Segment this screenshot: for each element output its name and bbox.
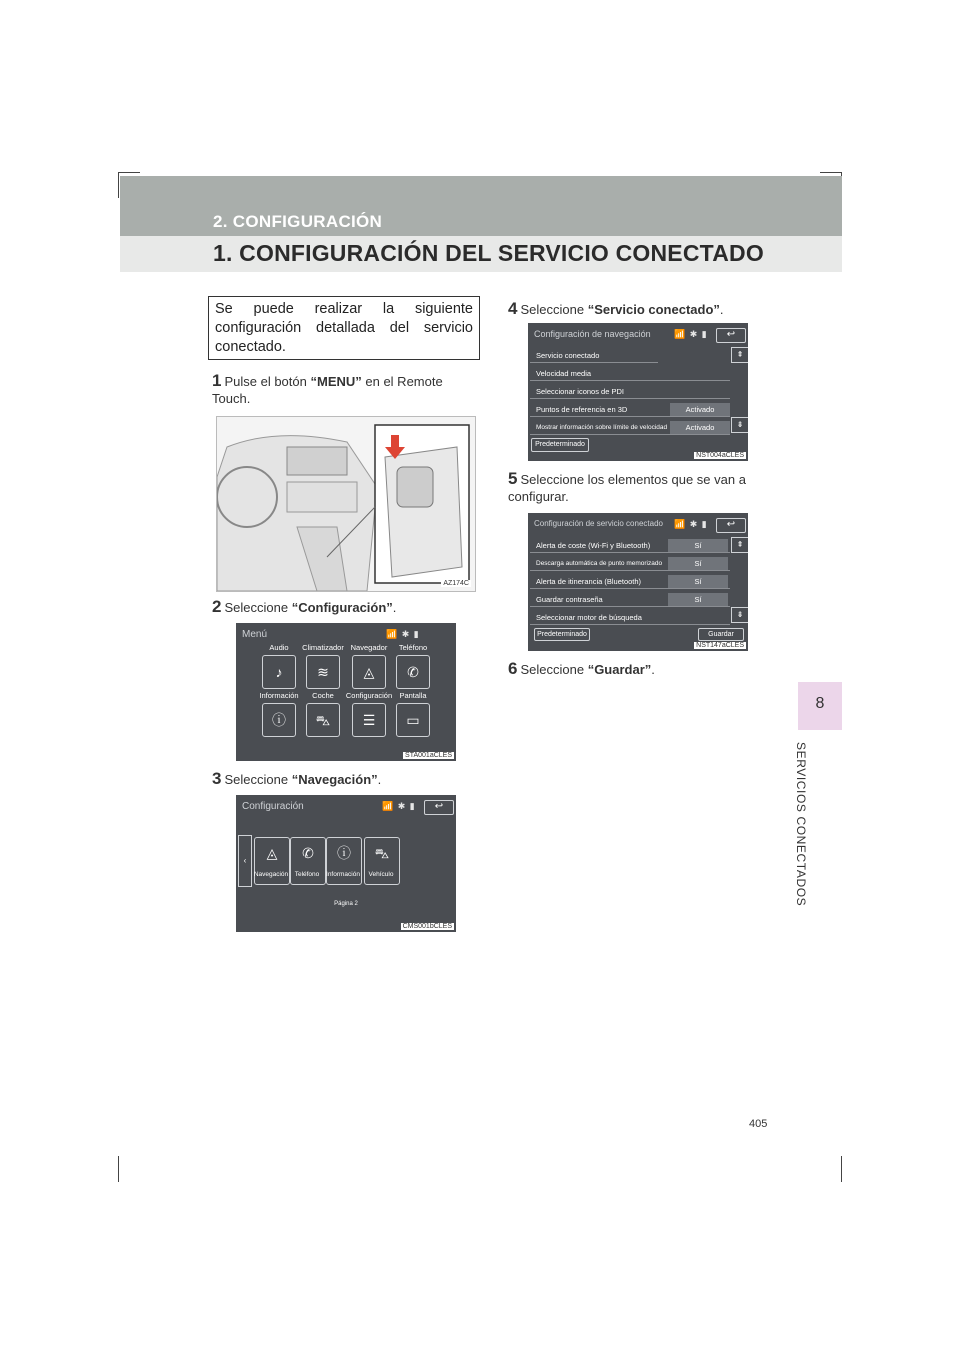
step-5: 5 Seleccione los elementos que se van a configurar. [508,469,746,504]
figure-code: NST004aCLES [696,452,744,459]
remote-touch-illustration [216,416,476,592]
scroll-up-button[interactable]: ⇞ [731,537,748,553]
chapter-tab: 8 [798,682,842,730]
info-icon[interactable]: ⓘ [326,837,362,885]
page-number: 405 [749,1118,768,1130]
navigation-icon[interactable]: ◬ [352,655,386,689]
intro-box: Se puede realizar la siguiente configuración detallada del servicio conectado. [208,296,480,360]
back-button[interactable]: ↩ [716,518,746,533]
config-screen: Configuración 📶 ✱ ▮ ↩ ‹ ◬ ✆ ⓘ ⛍ Navegación Teléfono Información Vehículo Página 2 CMS001bCLES [236,795,456,932]
car-icon[interactable]: ⛍ [306,703,340,737]
figure-code: AZ174C [443,580,469,587]
status-icons: 📶 ✱ ▮ [674,519,708,529]
prev-page-button[interactable]: ‹ [238,835,252,887]
dashboard-drawing [217,417,475,591]
default-button[interactable]: Predeterminado [531,438,589,452]
page-title: 1. CONFIGURACIÓN DEL SERVICIO CONECTADO [213,240,764,266]
navigation-settings-screen: Configuración de navegación 📶 ✱ ▮ ↩ Servicio conectado Velocidad media Seleccionar iconos de PDI Puntos de referencia en 3D Activado Mostrar información sobre límite de velocidad Activado ⇞ ⇟ Predeterminado NST004aCLES [528,323,748,461]
climate-icon[interactable]: ≋ [306,655,340,689]
figure-code: NST147aCLES [696,642,744,649]
back-button[interactable]: ↩ [716,328,746,343]
back-button[interactable]: ↩ [424,800,454,815]
crop-mark [118,172,119,198]
phone-icon[interactable]: ✆ [290,837,326,885]
step-1: 1 Pulse el botón “MENU” en el Remote Touch. [212,371,443,406]
screen-title: Configuración de servicio conectado [534,519,663,528]
step-2: 2 Seleccione “Configuración”. [212,597,397,616]
save-button[interactable]: Guardar [698,628,744,641]
connected-service-settings-screen: Configuración de servicio conectado 📶 ✱ ▮ ↩ Alerta de coste (Wi-Fi y Bluetooth) Sí Descarga automática de punto memorizado Sí Alerta de itinerancia (Bluetooth) Sí Guardar contraseña Sí Seleccionar motor de búsqueda ⇞ ⇟ Predeterminado Guardar NST147aCLES [528,513,748,651]
scroll-up-button[interactable]: ⇞ [731,347,748,363]
scroll-down-button[interactable]: ⇟ [731,417,748,433]
page-indicator: Página 2 [334,901,358,907]
scroll-down-button[interactable]: ⇟ [731,607,748,623]
section-title: 2. CONFIGURACIÓN [213,212,383,231]
crop-mark [841,1156,842,1182]
phone-icon[interactable]: ✆ [396,655,430,689]
status-icons: 📶 ✱ ▮ [674,329,708,339]
screen-title: Menú [242,629,268,640]
step-3: 3 Seleccione “Navegación”. [212,769,382,788]
default-button[interactable]: Predeterminado [534,628,590,641]
navigation-icon[interactable]: ◬ [254,837,290,885]
chapter-label: SERVICIOS CONECTADOS [794,742,808,907]
status-icons: 📶 ✱ ▮ [382,801,416,811]
crop-mark [118,1156,119,1182]
vehicle-icon[interactable]: ⛍ [364,837,400,885]
chapter-header [120,176,842,272]
display-icon[interactable]: ▭ [396,703,430,737]
settings-icon[interactable]: ☰ [352,703,386,737]
info-icon[interactable]: ⓘ [262,703,296,737]
menu-screen: Menú 📶 ✱ ▮ Audio Climatizador Navegador Teléfono ♪ ≋ ◬ ✆ Información Coche Configuración Pantalla ⓘ ⛍ ☰ ▭ STA001aCLES [236,623,456,761]
figure-code: STA001aCLES [405,752,452,759]
screen-title: Configuración de navegación [534,329,651,339]
crop-mark [118,172,140,173]
step-4: 4 Seleccione “Servicio conectado”. [508,299,724,318]
screen-title: Configuración [242,801,304,812]
crop-mark [820,172,842,173]
step-6: 6 Seleccione “Guardar”. [508,659,655,678]
audio-icon[interactable]: ♪ [262,655,296,689]
figure-code: CMS001bCLES [402,923,452,930]
status-icons: 📶 ✱ ▮ [386,629,420,639]
